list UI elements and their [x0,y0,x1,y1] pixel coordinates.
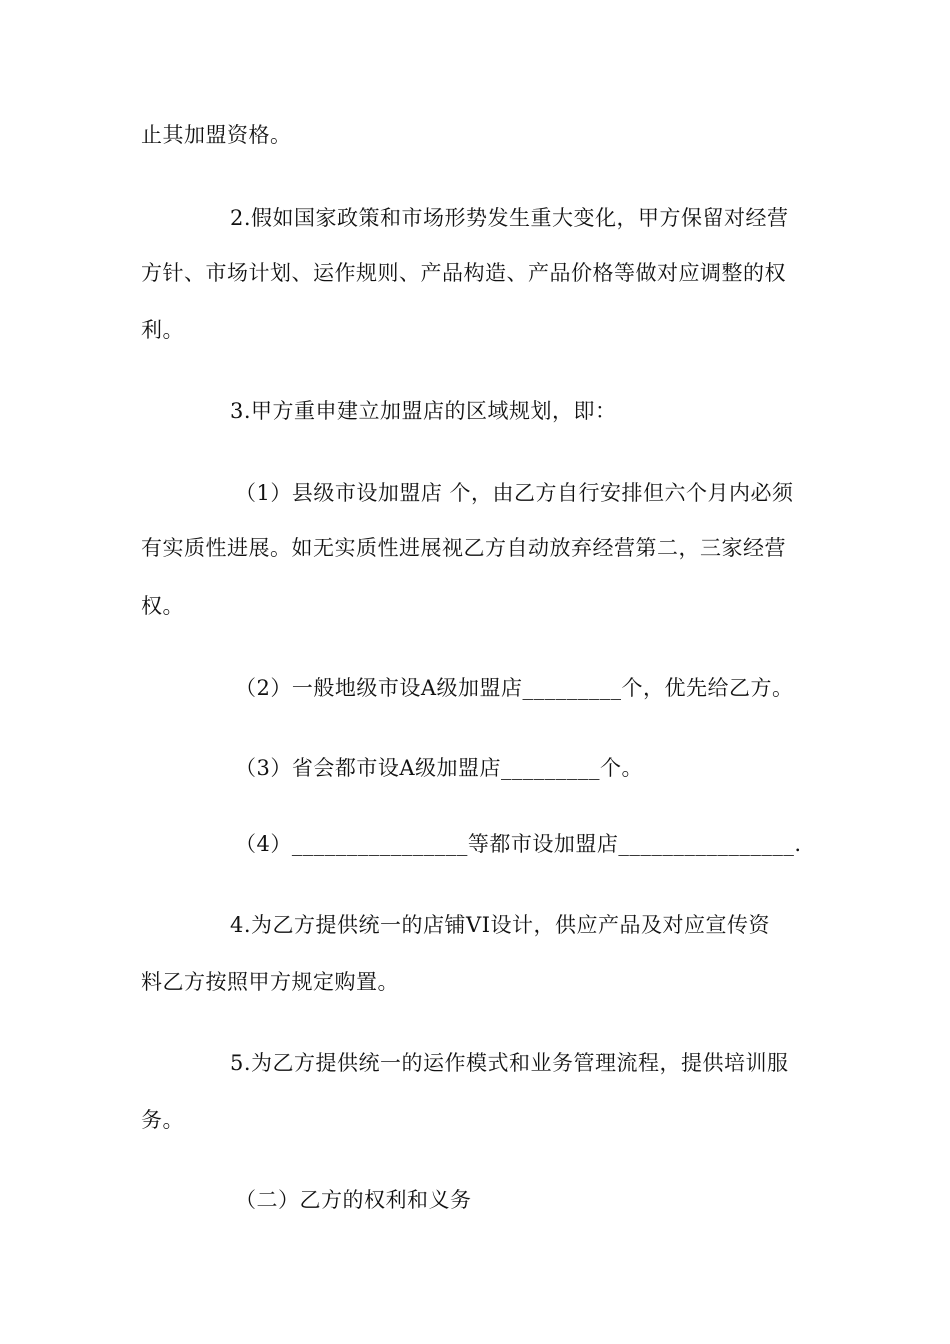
item-2-line: （2）一般地级市设A级加盟店_________个，优先给乙方。 [235,676,794,700]
item-3-line: （3）省会都市设A级加盟店_________个。 [235,756,644,780]
paragraph-3-heading: 3.甲方重申建立加盟店的区域规划，即： [230,399,617,423]
paragraph-5-line-2: 务。 [141,1108,184,1132]
item-4-line: （4）________________等都市设加盟店________________. [235,832,802,856]
paragraph-5-line-1: 5.为乙方提供统一的运作模式和业务管理流程，提供培训服 [230,1051,789,1075]
paragraph-4-line-2: 料乙方按照甲方规定购置。 [141,970,399,994]
text-line: 止其加盟资格。 [141,123,292,147]
paragraph-2-line-2: 方针、市场计划、运作规则、产品构造、产品价格等做对应调整的权 [141,261,786,285]
item-1-line-3: 权。 [141,594,184,618]
paragraph-2-line-3: 利。 [141,318,184,342]
item-1-line-1: （1）县级市设加盟店 个，由乙方自行安排但六个月内必须 [235,481,794,505]
section-heading: （二）乙方的权利和义务 [235,1188,472,1212]
paragraph-2-line-1: 2.假如国家政策和市场形势发生重大变化，甲方保留对经营 [230,206,789,230]
paragraph-4-line-1: 4.为乙方提供统一的店铺VI设计，供应产品及对应宣传资 [230,913,770,937]
item-1-line-2: 有实质性进展。如无实质性进展视乙方自动放弃经营第二，三家经营 [141,536,786,560]
